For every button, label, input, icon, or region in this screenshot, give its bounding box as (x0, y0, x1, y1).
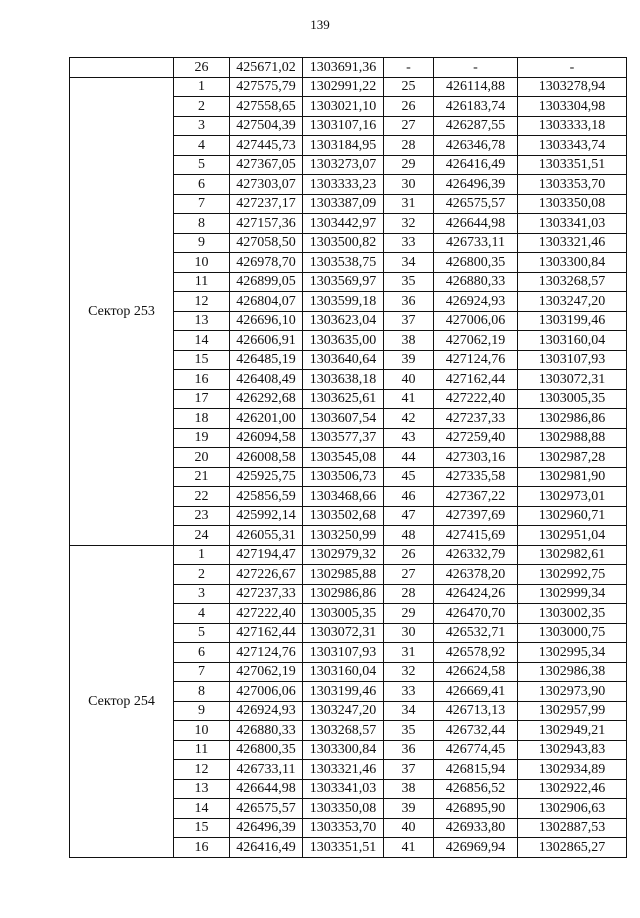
table-cell: 426008,58 (230, 448, 303, 468)
table-cell: 427259,40 (434, 428, 518, 448)
sector-label: Сектор 253 (70, 77, 174, 545)
table-cell: 1303247,20 (303, 701, 384, 721)
table-cell: 1302906,63 (518, 799, 627, 819)
table-cell: 1303350,08 (518, 194, 627, 214)
table-cell: 37 (384, 760, 434, 780)
table-cell: 425856,59 (230, 487, 303, 507)
table-cell: 1302979,32 (303, 545, 384, 565)
table-cell: 1303107,93 (303, 643, 384, 663)
table-cell: 1303250,99 (303, 526, 384, 546)
table-cell: 23 (174, 506, 230, 526)
table-cell: 8 (174, 214, 230, 234)
table-cell: - (384, 58, 434, 78)
table-cell: 27 (384, 565, 434, 585)
table-cell: 426470,70 (434, 604, 518, 624)
table-cell: 1303341,03 (303, 779, 384, 799)
sector-cell-empty (70, 58, 174, 78)
table-cell: 14 (174, 799, 230, 819)
table-cell: 1303623,04 (303, 311, 384, 331)
table-cell: 7 (174, 662, 230, 682)
table-cell: 426713,13 (434, 701, 518, 721)
table-cell: 1302943,83 (518, 740, 627, 760)
table-cell: 10 (174, 253, 230, 273)
table-cell: 1303607,54 (303, 409, 384, 429)
table-cell: 427558,65 (230, 97, 303, 117)
table-cell: 22 (174, 487, 230, 507)
table-cell: 426774,45 (434, 740, 518, 760)
table-cell: 34 (384, 701, 434, 721)
table-cell: 427006,06 (230, 682, 303, 702)
table-cell: 427222,40 (434, 389, 518, 409)
table-cell: - (518, 58, 627, 78)
table-cell: 426732,44 (434, 721, 518, 741)
page-number: 139 (310, 17, 330, 32)
table-cell: 426485,19 (230, 350, 303, 370)
table-cell: 18 (174, 409, 230, 429)
table-cell: 427237,33 (230, 584, 303, 604)
table-cell: 47 (384, 506, 434, 526)
table-cell: 33 (384, 682, 434, 702)
table-cell: 45 (384, 467, 434, 487)
table-cell: 3 (174, 116, 230, 136)
table-cell: 1303321,46 (303, 760, 384, 780)
table-cell: 427504,39 (230, 116, 303, 136)
table-cell: 32 (384, 662, 434, 682)
table-cell: 426424,26 (434, 584, 518, 604)
table-cell: 13 (174, 311, 230, 331)
table-cell: 31 (384, 643, 434, 663)
table-cell: 1303506,73 (303, 467, 384, 487)
table-cell: 1303468,66 (303, 487, 384, 507)
table-cell: 427006,06 (434, 311, 518, 331)
table-cell: 427237,33 (434, 409, 518, 429)
table-row (70, 58, 627, 78)
table-cell: 39 (384, 799, 434, 819)
table-cell: 1302999,34 (518, 584, 627, 604)
table-cell: 1302981,90 (518, 467, 627, 487)
table-cell: 427575,79 (230, 77, 303, 97)
table-cell: 1303000,75 (518, 623, 627, 643)
table-cell: 427303,07 (230, 175, 303, 195)
table-cell: 1302951,04 (518, 526, 627, 546)
table-cell: 427226,67 (230, 565, 303, 585)
table-cell: 1303538,75 (303, 253, 384, 273)
coordinates-table (69, 57, 627, 858)
table-cell: 427397,69 (434, 506, 518, 526)
table-cell: 38 (384, 331, 434, 351)
table-cell: 1303300,84 (518, 253, 627, 273)
table-cell: 6 (174, 643, 230, 663)
table-cell: 46 (384, 487, 434, 507)
table-cell: 426094,58 (230, 428, 303, 448)
table-cell: 426644,98 (434, 214, 518, 234)
table-cell: 1302995,34 (518, 643, 627, 663)
table-cell: 16 (174, 370, 230, 390)
table-cell: 1 (174, 77, 230, 97)
table-cell: 426055,31 (230, 526, 303, 546)
table-cell: 9 (174, 701, 230, 721)
table-cell: 427062,19 (434, 331, 518, 351)
table-cell: 40 (384, 370, 434, 390)
table-cell: 17 (174, 389, 230, 409)
table-cell: 41 (384, 389, 434, 409)
table-row (70, 545, 627, 565)
table-cell: 36 (384, 740, 434, 760)
table-cell: 426183,74 (434, 97, 518, 117)
table-cell: 426575,57 (434, 194, 518, 214)
table-cell: 427162,44 (434, 370, 518, 390)
table-cell: 426416,49 (230, 838, 303, 858)
table-cell: 41 (384, 838, 434, 858)
table-cell: 1303107,93 (518, 350, 627, 370)
table-cell: 1302986,86 (518, 409, 627, 429)
table-cell: 6 (174, 175, 230, 195)
table-cell: 1303333,18 (518, 116, 627, 136)
table-cell: 36 (384, 292, 434, 312)
table-cell: 1302957,99 (518, 701, 627, 721)
table-cell: 1303640,64 (303, 350, 384, 370)
table-cell: 426292,68 (230, 389, 303, 409)
table-cell: 12 (174, 292, 230, 312)
table-cell: 426978,70 (230, 253, 303, 273)
table-cell: 30 (384, 623, 434, 643)
table-cell: 8 (174, 682, 230, 702)
table-cell: 1303005,35 (518, 389, 627, 409)
table-cell: 1303184,95 (303, 136, 384, 156)
table-cell: 26 (384, 545, 434, 565)
table-cell: 1302949,21 (518, 721, 627, 741)
table-cell: 1302987,28 (518, 448, 627, 468)
table-cell: 1303333,23 (303, 175, 384, 195)
table-cell: 1303199,46 (303, 682, 384, 702)
table-cell: 426880,33 (434, 272, 518, 292)
table-cell: 426496,39 (434, 175, 518, 195)
table-cell: 426669,41 (434, 682, 518, 702)
table-cell: 26 (384, 97, 434, 117)
table-cell: 426606,91 (230, 331, 303, 351)
table-cell: 427194,47 (230, 545, 303, 565)
table-cell: 30 (384, 175, 434, 195)
table-cell: 426201,00 (230, 409, 303, 429)
table-cell: 14 (174, 331, 230, 351)
table-cell: 28 (384, 136, 434, 156)
table-cell: 16 (174, 838, 230, 858)
table-cell: 427237,17 (230, 194, 303, 214)
table-cell: 1302887,53 (518, 818, 627, 838)
table-cell: 1302992,75 (518, 565, 627, 585)
table-cell: 427157,36 (230, 214, 303, 234)
table-cell: 426696,10 (230, 311, 303, 331)
table-cell: 1303691,36 (303, 58, 384, 78)
table-cell: 1302973,01 (518, 487, 627, 507)
table-cell: 20 (174, 448, 230, 468)
table-cell: 426346,78 (434, 136, 518, 156)
table-cell: 21 (174, 467, 230, 487)
table-cell: 1303500,82 (303, 233, 384, 253)
table-cell: - (434, 58, 518, 78)
table-cell: 1303353,70 (518, 175, 627, 195)
table-cell: 1302986,38 (518, 662, 627, 682)
table-cell: 1302991,22 (303, 77, 384, 97)
table-cell: 1303442,97 (303, 214, 384, 234)
table-cell: 425671,02 (230, 58, 303, 78)
table-cell: 32 (384, 214, 434, 234)
table-cell: 427124,76 (230, 643, 303, 663)
table-cell: 427335,58 (434, 467, 518, 487)
table-cell: 425992,14 (230, 506, 303, 526)
table-cell: 426969,94 (434, 838, 518, 858)
table-cell: 426496,39 (230, 818, 303, 838)
table-cell: 426532,71 (434, 623, 518, 643)
table-cell: 426114,88 (434, 77, 518, 97)
table-cell: 426880,33 (230, 721, 303, 741)
table-cell: 1302922,46 (518, 779, 627, 799)
sector-label: Сектор 254 (70, 545, 174, 857)
table-cell: 426856,52 (434, 779, 518, 799)
table-cell: 426800,35 (230, 740, 303, 760)
table-cell: 1302986,86 (303, 584, 384, 604)
table-cell: 1303545,08 (303, 448, 384, 468)
table-cell: 10 (174, 721, 230, 741)
table-cell: 1303569,97 (303, 272, 384, 292)
table-cell: 5 (174, 623, 230, 643)
table-cell: 1302988,88 (518, 428, 627, 448)
table-cell: 38 (384, 779, 434, 799)
table-cell: 35 (384, 272, 434, 292)
table-cell: 426624,58 (434, 662, 518, 682)
table-cell: 1303599,18 (303, 292, 384, 312)
table-cell: 1302973,90 (518, 682, 627, 702)
table-cell: 1302982,61 (518, 545, 627, 565)
table-cell: 1303635,00 (303, 331, 384, 351)
table-cell: 1303343,74 (518, 136, 627, 156)
table-cell: 7 (174, 194, 230, 214)
table-cell: 3 (174, 584, 230, 604)
table-row (70, 77, 627, 97)
table-cell: 1 (174, 545, 230, 565)
table-cell: 1303350,08 (303, 799, 384, 819)
table-cell: 1303387,09 (303, 194, 384, 214)
table-cell: 25 (384, 77, 434, 97)
table-cell: 29 (384, 604, 434, 624)
table-cell: 427367,22 (434, 487, 518, 507)
table-cell: 427124,76 (434, 350, 518, 370)
table-cell: 1302960,71 (518, 506, 627, 526)
table-cell: 1303321,46 (518, 233, 627, 253)
table-cell: 37 (384, 311, 434, 331)
table-cell: 1303351,51 (518, 155, 627, 175)
table-cell: 1303247,20 (518, 292, 627, 312)
table-cell: 29 (384, 155, 434, 175)
table-cell: 15 (174, 350, 230, 370)
table-cell: 26 (174, 58, 230, 78)
table-cell: 43 (384, 428, 434, 448)
table-cell: 1303005,35 (303, 604, 384, 624)
table-cell: 426800,35 (434, 253, 518, 273)
table-cell: 427445,73 (230, 136, 303, 156)
table-cell: 33 (384, 233, 434, 253)
table-cell: 426416,49 (434, 155, 518, 175)
table-cell: 1303341,03 (518, 214, 627, 234)
table-cell: 1303107,16 (303, 116, 384, 136)
table-cell: 426899,05 (230, 272, 303, 292)
table-cell: 427367,05 (230, 155, 303, 175)
table-cell: 1303638,18 (303, 370, 384, 390)
table-cell: 31 (384, 194, 434, 214)
table-cell: 28 (384, 584, 434, 604)
table-cell: 40 (384, 818, 434, 838)
table-cell: 1303160,04 (518, 331, 627, 351)
table-cell: 11 (174, 740, 230, 760)
table-cell: 1303268,57 (518, 272, 627, 292)
table-cell: 2 (174, 565, 230, 585)
table-cell: 1302985,88 (303, 565, 384, 585)
table-cell: 427222,40 (230, 604, 303, 624)
table-cell: 427415,69 (434, 526, 518, 546)
table-cell: 35 (384, 721, 434, 741)
table-cell: 9 (174, 233, 230, 253)
table-cell: 11 (174, 272, 230, 292)
table-cell: 1303072,31 (518, 370, 627, 390)
table-cell: 1303002,35 (518, 604, 627, 624)
table-cell: 426332,79 (434, 545, 518, 565)
table-cell: 1303199,46 (518, 311, 627, 331)
table-cell: 426378,20 (434, 565, 518, 585)
table-cell: 1303353,70 (303, 818, 384, 838)
table-cell: 425925,75 (230, 467, 303, 487)
table-cell: 12 (174, 760, 230, 780)
table-cell: 1303300,84 (303, 740, 384, 760)
table-cell: 1303351,51 (303, 838, 384, 858)
table-cell: 426815,94 (434, 760, 518, 780)
table-cell: 426578,92 (434, 643, 518, 663)
table-cell: 1303502,68 (303, 506, 384, 526)
table-cell: 15 (174, 818, 230, 838)
table-cell: 426733,11 (434, 233, 518, 253)
table-cell: 427062,19 (230, 662, 303, 682)
table-cell: 44 (384, 448, 434, 468)
table-cell: 34 (384, 253, 434, 273)
table-cell: 1302934,89 (518, 760, 627, 780)
table-cell: 1303625,61 (303, 389, 384, 409)
table-cell: 19 (174, 428, 230, 448)
table-cell: 1303273,07 (303, 155, 384, 175)
table-cell: 426804,07 (230, 292, 303, 312)
table-cell: 1303304,98 (518, 97, 627, 117)
table-cell: 426408,49 (230, 370, 303, 390)
table-cell: 426895,90 (434, 799, 518, 819)
table-cell: 1303072,31 (303, 623, 384, 643)
table-cell: 4 (174, 136, 230, 156)
table-cell: 1303268,57 (303, 721, 384, 741)
table-cell: 426933,80 (434, 818, 518, 838)
table-cell: 39 (384, 350, 434, 370)
table-cell: 426575,57 (230, 799, 303, 819)
table-cell: 13 (174, 779, 230, 799)
table-cell: 427058,50 (230, 233, 303, 253)
table-cell: 1303160,04 (303, 662, 384, 682)
table-cell: 4 (174, 604, 230, 624)
table-cell: 426924,93 (230, 701, 303, 721)
table-cell: 24 (174, 526, 230, 546)
table-cell: 27 (384, 116, 434, 136)
table-cell: 427162,44 (230, 623, 303, 643)
table-cell: 1303577,37 (303, 428, 384, 448)
table-cell: 1302865,27 (518, 838, 627, 858)
table-cell: 426644,98 (230, 779, 303, 799)
table-cell: 427303,16 (434, 448, 518, 468)
table-cell: 426924,93 (434, 292, 518, 312)
table-cell: 42 (384, 409, 434, 429)
table-cell: 426733,11 (230, 760, 303, 780)
table-cell: 1303278,94 (518, 77, 627, 97)
table-cell: 426287,55 (434, 116, 518, 136)
table-cell: 1303021,10 (303, 97, 384, 117)
table-cell: 48 (384, 526, 434, 546)
table-cell: 2 (174, 97, 230, 117)
table-cell: 5 (174, 155, 230, 175)
